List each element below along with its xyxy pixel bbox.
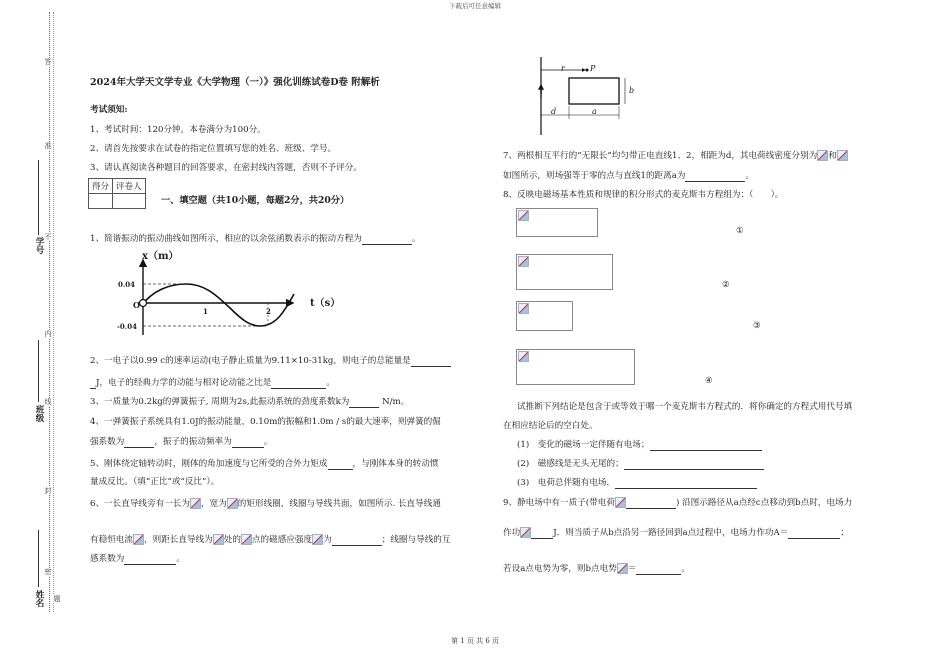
formula-image-icon [615, 497, 626, 508]
question-9-cont2: 若设a点电势为零，则b点电势 ＝ 。 [503, 564, 690, 574]
class-field[interactable] [38, 340, 39, 402]
diagram-p-label: P [590, 64, 596, 73]
question-7-cont: 如图所示，则场强等于零的点与直线1的距离a为 。 [503, 171, 755, 181]
seal-line [49, 12, 50, 612]
formula-image-icon [837, 150, 848, 161]
answer-blank[interactable] [624, 460, 764, 470]
margin-char: 答 [44, 58, 52, 66]
question-7: 7、两根相互平行的“无限长”均匀带正电直线1、2，相距为d，其电荷线密度分别为 和 [503, 150, 848, 162]
point-p [586, 69, 589, 72]
score-cell[interactable] [89, 194, 113, 209]
question-2-text: 2、一电子以0.99 c的速率运动(电子静止质量为9.11×10-31kg，则电子的总能量是 [90, 356, 411, 366]
formula-image-icon [213, 534, 224, 545]
top-note: 下载后可任意编辑 [449, 2, 501, 10]
student-id-field[interactable] [38, 160, 39, 235]
graph-y-neg: -0.04 [117, 322, 137, 331]
question-4-cont: 强系数为 ，振子的振动频率为 。 [90, 437, 273, 447]
maxwell-equation-4 [516, 349, 635, 385]
margin-char: 不 [44, 233, 52, 241]
question-8-item-1: (1) 变化的磁场一定伴随有电场； [517, 439, 762, 451]
equation-mark-4: ④ [705, 376, 713, 386]
answer-blank[interactable] [362, 235, 412, 245]
question-5-cont: 量成反比。（填“正比”或“反比”）。 [90, 477, 220, 487]
equation-mark-3: ③ [753, 321, 761, 331]
origin-point [140, 300, 147, 307]
formula-image-icon [520, 527, 531, 538]
question-8-item-3: (3) 电荷总伴随有电场． [517, 477, 757, 489]
maxwell-equation-2 [516, 254, 613, 290]
formula-image-icon [312, 534, 323, 545]
notice-item: 3、请认真阅读各种题目的回答要求，在密封线内答题，否则不予评分。 [90, 163, 362, 173]
maxwell-equation-1 [516, 208, 598, 237]
class-label: 班级 [34, 405, 44, 422]
question-9: 9、静电场中有一质子(带电荷 ) 沿图示路径从a点经c点移动到b点时，电场力 [503, 498, 853, 508]
question-2-cont: J，电子的经典力学的动能与相对论动能之比是 。 [90, 377, 335, 389]
binding-margin [0, 0, 60, 671]
question-2 [90, 355, 451, 367]
answer-blank[interactable] [615, 479, 757, 489]
vibration-curve-line [141, 284, 294, 326]
answer-blank[interactable] [124, 438, 154, 448]
vibration-graph [118, 250, 348, 340]
question-3: 3、一质量为0.2kg的弹簧振子, 周期为2s,此振动系统的劲度系数k为 N/m。 [90, 397, 410, 407]
notice-item: 1、考试时间：120分钟，本卷满分为100分。 [90, 125, 266, 135]
graph-tick-1: 1 [203, 307, 208, 316]
page-number: 第 1 页 共 6 页 [450, 637, 500, 645]
question-9-cont: 作功 J．则当质子从b点沿另一路径回到a点过程中，电场力作功A＝ ； [503, 528, 849, 538]
formula-image-icon [617, 563, 628, 574]
answer-blank [531, 529, 553, 539]
answer-blank[interactable] [328, 460, 353, 470]
formula-image-icon [817, 150, 828, 161]
grader-cell[interactable] [113, 194, 146, 209]
maxwell-equation-3 [516, 301, 573, 331]
margin-char: 密 [44, 568, 52, 576]
seal-line-inner [53, 12, 54, 612]
formula-image-icon [133, 534, 144, 545]
margin-char: 内 [44, 330, 52, 338]
answer-blank[interactable] [685, 172, 745, 182]
question-5: 5、刚体绕定轴转动时，刚体的角加速度与它所受的合外力矩成 ，与刚体本身的转动惯 [90, 459, 439, 469]
page-title: 2024年大学天文学专业《大学物理（一）》强化训练试卷D卷 附解析 [90, 77, 380, 88]
formula-image-icon [518, 303, 529, 314]
graph-ylabel: x（m） [142, 251, 179, 262]
question-1: 1、简谐振动的振动曲线如图所示，相应的以余弦函数表示的振动方程为 。 [90, 234, 421, 244]
wire-coil-diagram [533, 55, 643, 137]
grader-label: 评卷人 [113, 179, 146, 194]
formula-image-icon [190, 498, 201, 509]
score-table [88, 178, 146, 209]
question-4: 4、一弹簧振子系统具有1.0J的振动能量，0.10m的振幅和1.0m / s的最大速率，则弹簧的倔 [90, 417, 441, 427]
question-6-cont2: 感系数为 。 [90, 554, 185, 564]
diagram-a-label: a [592, 107, 597, 116]
formula-image-icon [227, 498, 238, 509]
notice-heading: 考试须知: [90, 105, 128, 115]
answer-blank[interactable] [411, 357, 451, 367]
answer-blank [626, 499, 676, 509]
formula-image-icon [518, 210, 529, 221]
formula-image-icon [518, 351, 529, 362]
graph-xlabel: t（s） [310, 298, 341, 309]
question-6-cont: 有稳恒电流 ，则距长直导线为 处的 点的磁感应强度 为 ；线圈与导线的互 [90, 535, 451, 545]
notice-item: 2、请首先按要求在试卷的指定位置填写您的姓名、班级、学号。 [90, 144, 337, 154]
equation-mark-2: ② [722, 280, 730, 290]
name-label: 姓名 [34, 590, 44, 607]
diagram-b-label: b [629, 86, 635, 95]
section-heading: 一、填空题（共10小题，每题2分，共20分） [161, 195, 350, 206]
question-8-item-2: (2) 磁感线是无头无尾的； [517, 458, 764, 470]
rectangular-coil [569, 78, 619, 104]
margin-char: 准 [44, 142, 52, 150]
formula-image-icon [518, 256, 529, 267]
question-1-text: 1、简谐振动的振动曲线如图所示，相应的以余弦函数表示的振动方程为 [90, 234, 362, 244]
margin-char: 封 [44, 487, 52, 495]
formula-image-icon [241, 534, 252, 545]
answer-blank[interactable] [349, 398, 379, 408]
answer-blank[interactable] [271, 379, 326, 389]
answer-blank[interactable] [124, 555, 176, 565]
equation-mark-1: ① [736, 226, 744, 236]
answer-blank[interactable] [788, 529, 840, 539]
answer-blank[interactable] [332, 536, 382, 546]
margin-char: 线 [44, 398, 52, 406]
question-8-instruction-cont: 在相应结论后的空白处。 [503, 421, 598, 431]
graph-y-pos: 0.04 [118, 280, 136, 289]
answer-blank[interactable] [650, 441, 762, 451]
question-8: 8、反映电磁场基本性质和规律的积分形式的麦克斯韦方程组为：（ ）。 [503, 190, 784, 200]
diagram-i-label: I [540, 87, 544, 96]
graph-origin: O [133, 300, 140, 310]
question-8-instruction: 试推断下列结论是包含于或等效于哪一个麦克斯韦方程式的．将你确定的方程式用代号填 [517, 402, 853, 412]
diagram-r-label: r [561, 64, 565, 73]
answer-blank[interactable] [636, 565, 681, 575]
question-6: 6、一长直导线旁有一长为 ，宽为 的矩形线圈，线圈与导线共面，如图所示. 长直导线通 [90, 499, 441, 509]
graph-tick-2: 2 [266, 307, 271, 316]
diagram-d-label: d [551, 107, 557, 116]
student-id-label: 学号 [34, 237, 44, 254]
margin-char: 题 [53, 595, 61, 603]
name-field[interactable] [38, 530, 39, 587]
answer-blank[interactable] [232, 438, 264, 448]
score-label: 得分 [89, 179, 113, 194]
